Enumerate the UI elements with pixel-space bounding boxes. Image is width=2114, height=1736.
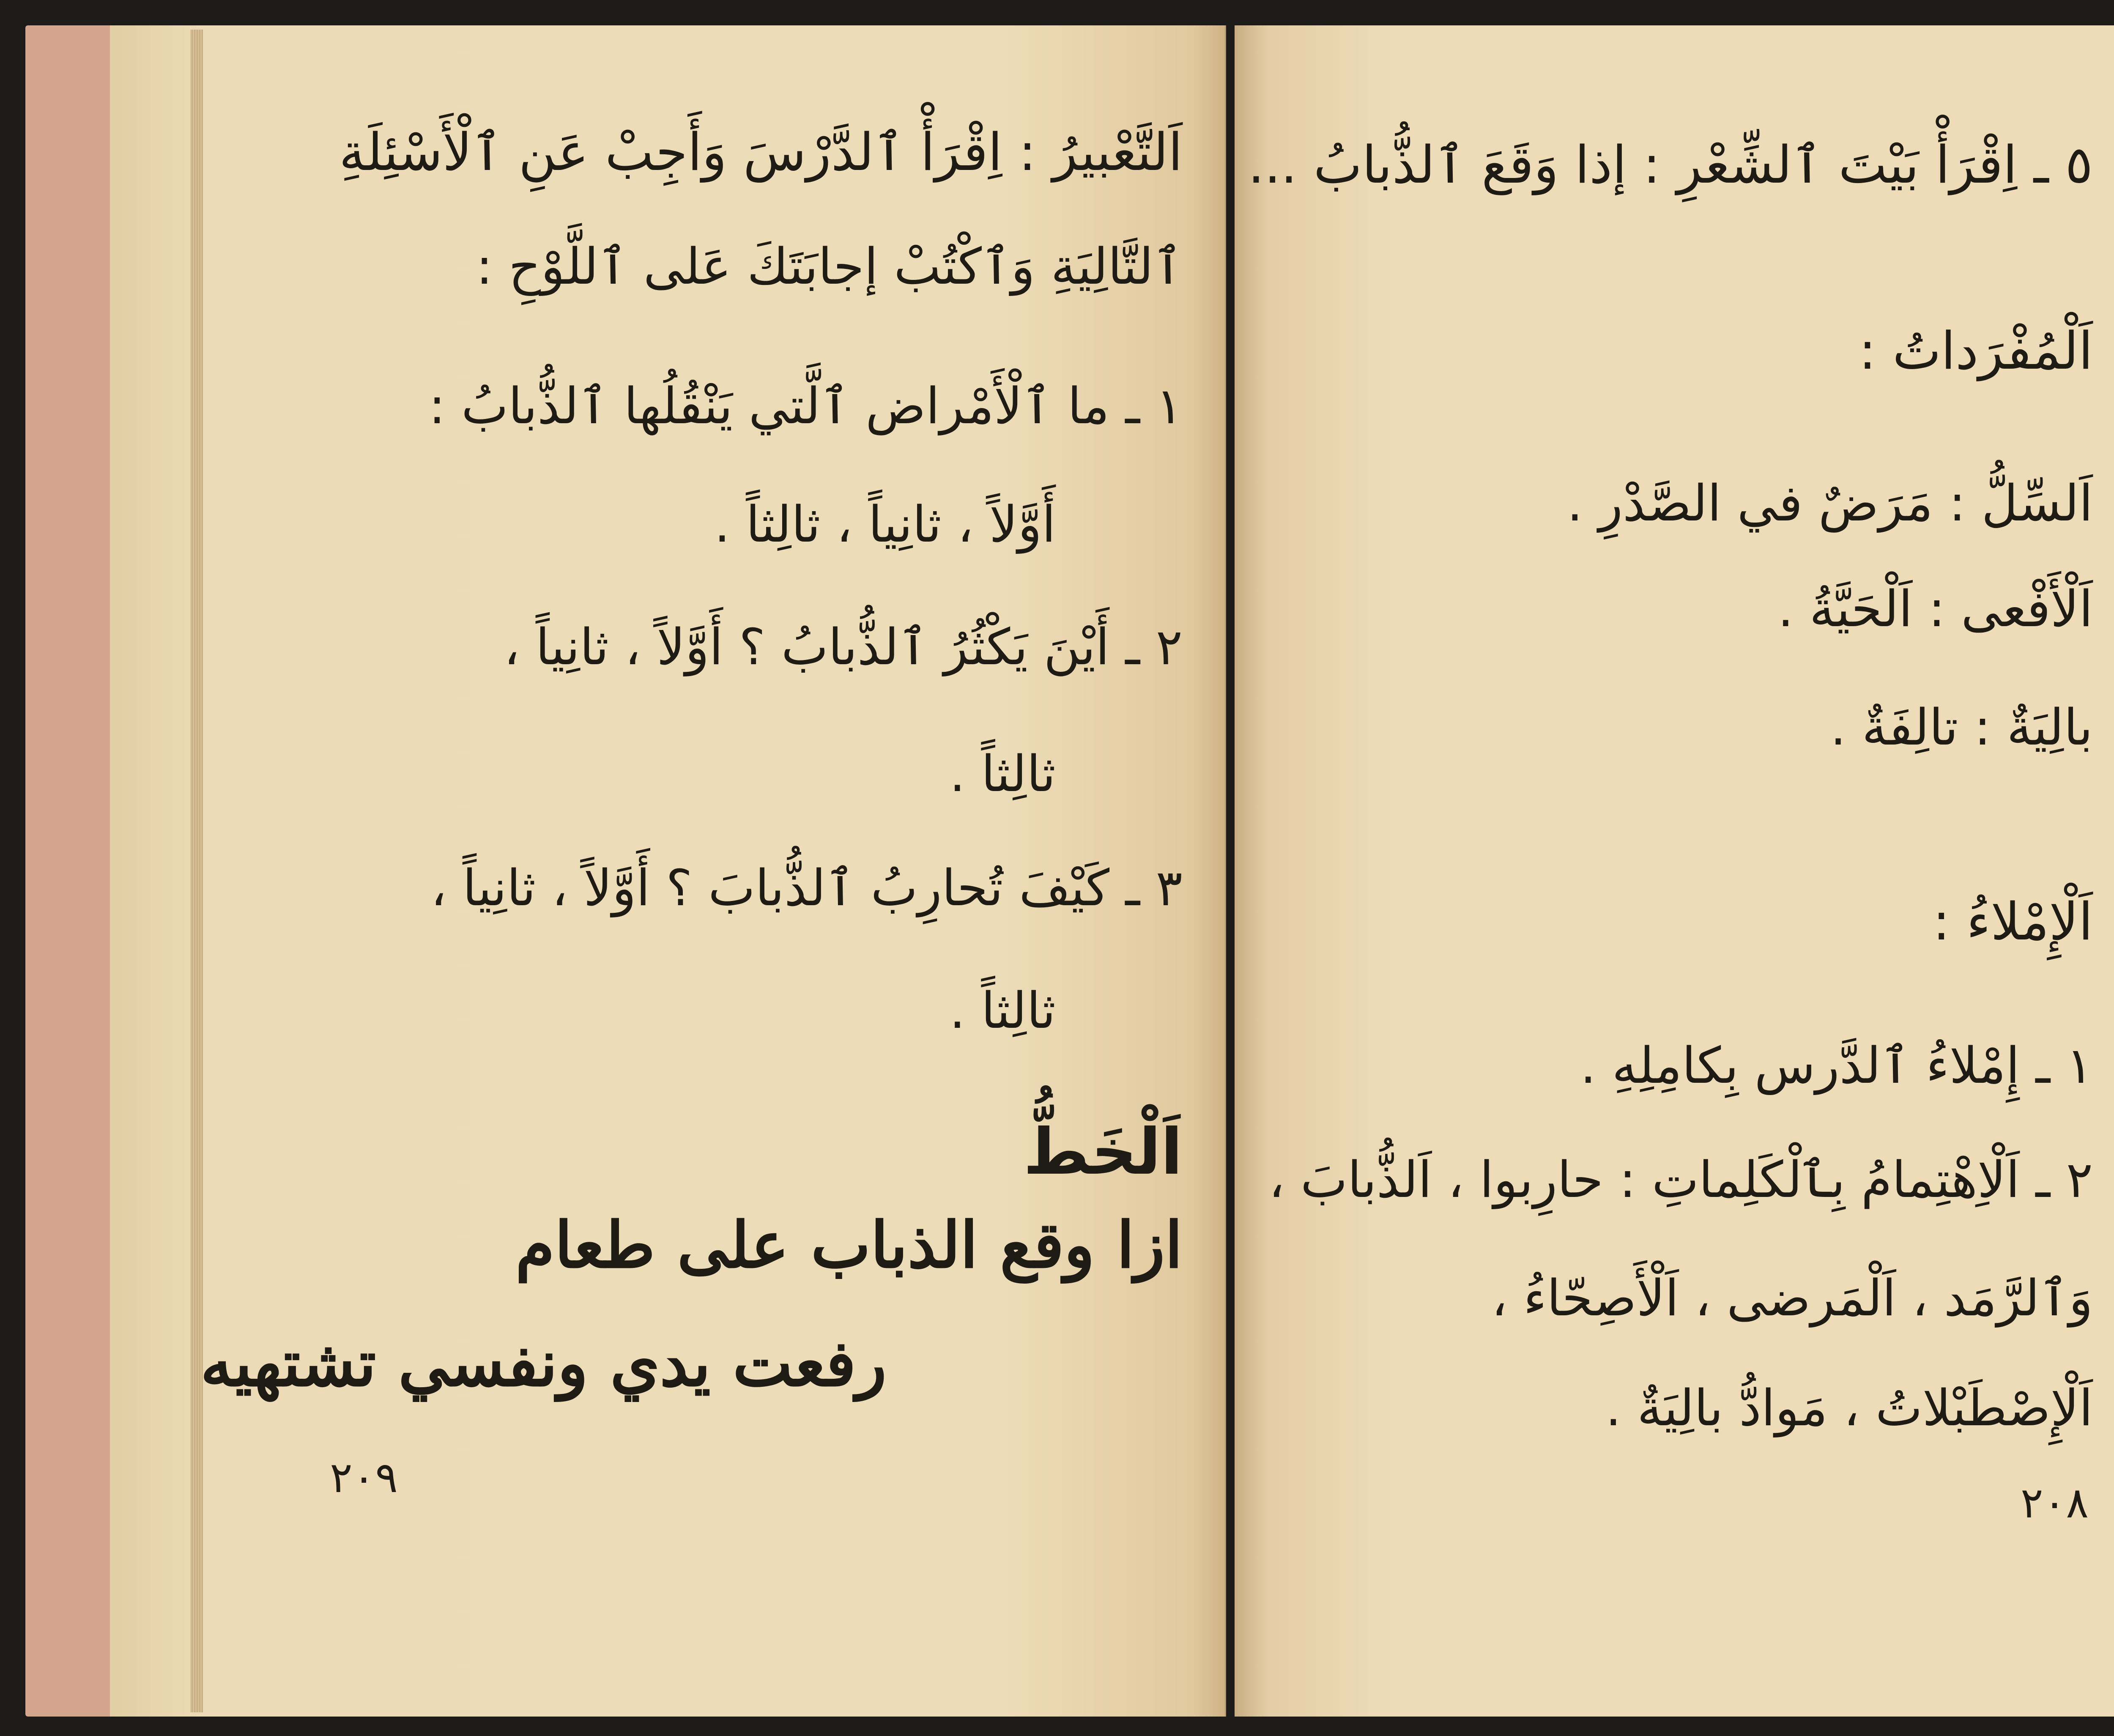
vocab-item-2: اَلْأَفْعى : اَلْحَيَّةُ . (1777, 580, 2093, 638)
dictation-item-2-cont-1: وَٱلرَّمَد ، اَلْمَرضى ، اَلْأَصِحّاءُ ، (1491, 1269, 2093, 1327)
left-line-7: ٣ ـ كَيْفَ تُحارِبُ ٱلذُّبابَ ؟ أَوَّلاً ، ثانِياً ، (430, 859, 1183, 917)
khat-line-1: ازا وقع الذباب على طعام (515, 1208, 1183, 1282)
left-page (110, 25, 1226, 1717)
open-book (25, 25, 2114, 1717)
left-line-1: اَلتَّعْبيرُ : اِقْرَأْ ٱلدَّرْسَ وَأَجِبْ عَنِ ٱلْأَسْئِلَةِ (339, 122, 1183, 182)
left-line-8: ثالِثاً . (949, 981, 1056, 1040)
page-stack-edge (190, 30, 203, 1712)
dictation-item-1: ١ ـ إِمْلاءُ ٱلدَّرس بِكامِلِهِ . (1580, 1036, 2093, 1095)
page-number-left: ٢٠٩ (330, 1453, 398, 1502)
right-line-1: ٥ ـ اِقْرَأْ بَيْتَ ٱلشِّعْرِ : إذا وَقَعَ ٱلذُّبابُ ... (1248, 135, 2093, 195)
left-line-3: ١ ـ ما ٱلْأَمْراض ٱلَّتي يَنْقُلُها ٱلذُّبابُ : (428, 377, 1183, 435)
left-line-2: ٱلتَّالِيَةِ وَٱكْتُبْ إجابَتَكَ عَلى ٱللَّوْحِ : (476, 237, 1183, 296)
vocab-item-1: اَلسِّلُّ : مَرَضٌ في الصَّدْرِ . (1567, 474, 2093, 532)
left-line-6: ثالِثاً . (949, 745, 1056, 803)
left-line-4: أَوَّلاً ، ثانِياً ، ثالِثاً . (714, 495, 1056, 553)
vocabulary-heading: اَلْمُفْرَداتُ : (1859, 321, 2093, 381)
right-page (1235, 25, 2114, 1717)
left-line-5: ٢ ـ أَيْنَ يَكْثُرُ ٱلذُّبابُ ؟ أَوَّلاً ، ثانِياً ، (504, 618, 1183, 676)
dictation-heading: اَلْإِمْلاءُ : (1933, 892, 2093, 952)
page-number-right: ٢٠٨ (2020, 1478, 2089, 1528)
khat-line-2: رفعت يدي ونفسي تشتهيه (200, 1326, 887, 1401)
vocab-item-3: بالِيَةٌ : تالِفَةٌ . (1830, 698, 2093, 756)
khat-heading: اَلْخَطُّ (1023, 1115, 1183, 1189)
dictation-item-2-cont-2: اَلْإِصْطَبْلاتُ ، مَوادُّ بالِيَةٌ . (1605, 1379, 2093, 1437)
dictation-item-2: ٢ ـ اَلْاِهْتِمامُ بِٱلْكَلِماتِ : حارِبوا ، اَلذُّبابَ ، (1268, 1150, 2093, 1209)
